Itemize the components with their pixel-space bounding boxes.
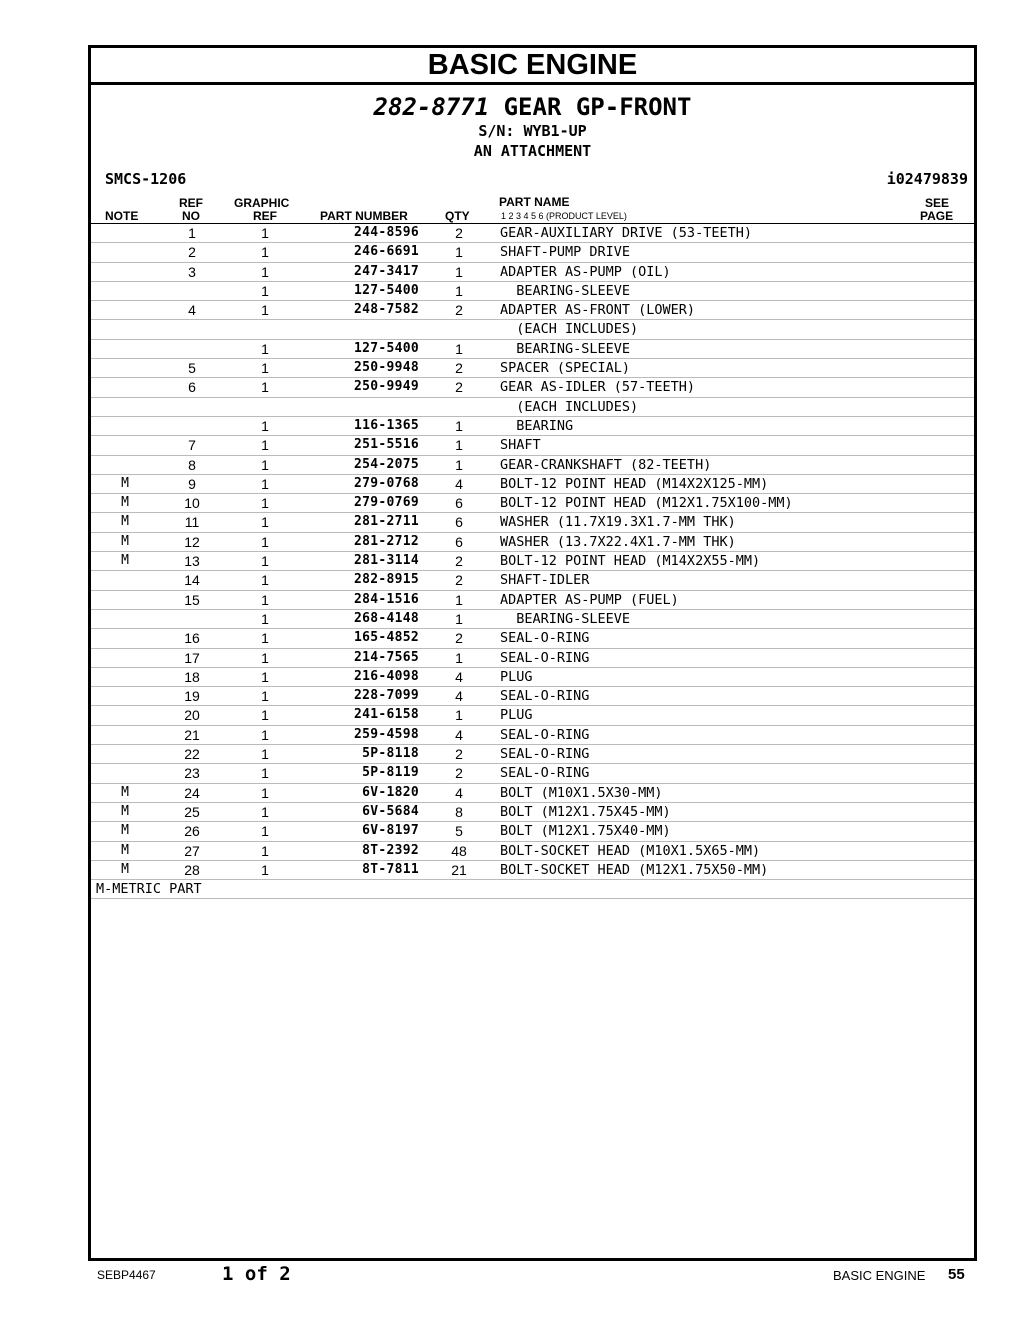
footer-section: BASIC ENGINE	[833, 1268, 926, 1283]
ref-no-cell: 2	[188, 244, 196, 261]
graphic-ref-cell: 1	[261, 572, 269, 589]
part-name-cell: ADAPTER AS-PUMP (FUEL)	[500, 591, 679, 608]
qty-cell: 1	[455, 263, 463, 280]
qty-cell: 4	[455, 668, 463, 685]
parts-page-frame	[88, 45, 977, 1261]
part-name-cell: PLUG	[500, 707, 533, 724]
part-number-cell: 6V-8197	[362, 823, 419, 839]
graphic-ref-cell: 1	[261, 360, 269, 377]
table-row	[91, 475, 974, 494]
note-cell: M	[121, 475, 129, 491]
part-name-cell: BOLT (M12X1.75X40-MM)	[500, 823, 671, 840]
note-cell: M	[121, 842, 129, 858]
qty-cell: 4	[455, 688, 463, 705]
col-part-number: PART NUMBER	[320, 209, 408, 223]
graphic-ref-cell: 1	[261, 379, 269, 396]
qty-cell: 2	[455, 746, 463, 763]
qty-cell: 4	[455, 726, 463, 743]
graphic-ref-cell: 1	[261, 803, 269, 820]
graphic-ref-cell: 1	[261, 591, 269, 608]
part-number-cell: 281-2712	[353, 533, 419, 549]
table-row	[91, 629, 974, 648]
column-headers	[91, 195, 974, 224]
graphic-ref-cell: 1	[261, 649, 269, 666]
part-number-cell: 248-7582	[353, 302, 419, 318]
part-name-cell: BOLT (M12X1.75X45-MM)	[500, 803, 671, 820]
part-name-cell: SEAL-O-RING	[500, 765, 590, 782]
part-number-cell: 165-4852	[353, 630, 419, 646]
graphic-ref-cell: 1	[261, 842, 269, 859]
table-row	[91, 359, 974, 378]
part-name-cell: BEARING-SLEEVE	[500, 340, 631, 357]
part-number-cell: 6V-5684	[362, 803, 419, 819]
part-name-cell: WASHER (11.7X19.3X1.7-MM THK)	[500, 514, 736, 531]
table-row	[91, 591, 974, 610]
ref-no-cell: 17	[184, 649, 200, 666]
graphic-ref-cell: 1	[261, 263, 269, 280]
col-ref-top: REF	[179, 196, 203, 210]
table-row	[91, 398, 974, 417]
part-name-cell: GEAR-CRANKSHAFT (82-TEETH)	[500, 456, 712, 473]
part-number-cell: 281-3114	[353, 553, 419, 569]
table-row	[91, 513, 974, 532]
ref-no-cell: 26	[184, 823, 200, 840]
table-row	[91, 533, 974, 552]
qty-cell: 1	[455, 437, 463, 454]
note-cell: M	[121, 533, 129, 549]
qty-cell: 8	[455, 803, 463, 820]
ref-no-cell: 13	[184, 553, 200, 570]
table-row	[91, 726, 974, 745]
ref-no-cell: 19	[184, 688, 200, 705]
col-part-name: PART NAME	[499, 195, 570, 209]
ref-no-cell: 4	[188, 302, 196, 319]
qty-cell: 1	[455, 417, 463, 434]
note-cell: M	[121, 553, 129, 569]
part-number-cell: 247-3417	[353, 263, 419, 279]
page-number: 55	[948, 1266, 965, 1283]
part-number-cell: 250-9948	[353, 360, 419, 376]
note-cell: M	[121, 495, 129, 511]
table-row	[91, 456, 974, 475]
part-name-cell: SPACER (SPECIAL)	[500, 360, 631, 377]
part-name-cell: SEAL-O-RING	[500, 649, 590, 666]
table-row	[91, 668, 974, 687]
part-number-cell: 6V-1820	[362, 784, 419, 800]
part-number-cell: 279-0769	[353, 495, 419, 511]
col-graphic-bottom: REF	[253, 209, 277, 223]
note-cell: M	[121, 823, 129, 839]
part-name-cell: BOLT (M10X1.5X30-MM)	[500, 784, 663, 801]
table-row	[91, 436, 974, 455]
part-name-cell: ADAPTER AS-FRONT (LOWER)	[500, 302, 696, 319]
qty-cell: 48	[451, 842, 467, 859]
ref-no-cell: 20	[184, 707, 200, 724]
ref-no-cell: 15	[184, 591, 200, 608]
qty-cell: 4	[455, 784, 463, 801]
table-row	[91, 687, 974, 706]
table-row	[91, 552, 974, 571]
serial-number: S/N: WYB1-UP	[478, 122, 587, 140]
qty-cell: 2	[455, 302, 463, 319]
qty-cell: 2	[455, 360, 463, 377]
part-name-cell: SEAL-O-RING	[500, 746, 590, 763]
qty-cell: 1	[455, 649, 463, 666]
col-product-level: 1 2 3 4 5 6 (PRODUCT LEVEL)	[501, 211, 627, 221]
part-name-cell: BEARING	[500, 417, 574, 434]
ref-no-cell: 14	[184, 572, 200, 589]
graphic-ref-cell: 1	[261, 225, 269, 241]
table-row	[91, 340, 974, 359]
qty-cell: 6	[455, 533, 463, 550]
part-name-cell: BOLT-12 POINT HEAD (M12X1.75X100-MM)	[500, 495, 793, 512]
note-cell: M	[121, 803, 129, 819]
part-name-cell: SHAFT	[500, 437, 541, 454]
graphic-ref-cell: 1	[261, 630, 269, 647]
ref-no-cell: 8	[188, 456, 196, 473]
part-name-cell: (EACH INCLUDES)	[500, 321, 639, 338]
ref-no-cell: 1	[188, 225, 196, 241]
part-name-cell: ADAPTER AS-PUMP (OIL)	[500, 263, 671, 280]
graphic-ref-cell: 1	[261, 765, 269, 782]
graphic-ref-cell: 1	[261, 688, 269, 705]
col-see-top: SEE	[925, 196, 950, 210]
qty-cell: 2	[455, 765, 463, 782]
qty-cell: 1	[455, 707, 463, 724]
part-name-cell: GEAR-AUXILIARY DRIVE (53-TEETH)	[500, 225, 752, 241]
part-number-cell: 116-1365	[353, 417, 419, 433]
graphic-ref-cell: 1	[261, 553, 269, 570]
table-row	[91, 378, 974, 397]
graphic-ref-cell: 1	[261, 495, 269, 512]
graphic-ref-cell: 1	[261, 302, 269, 319]
part-number-cell: 8T-7811	[362, 861, 419, 877]
graphic-ref-cell: 1	[261, 610, 269, 627]
qty-cell: 2	[455, 630, 463, 647]
graphic-ref-cell: 1	[261, 784, 269, 801]
ref-no-cell: 11	[184, 514, 200, 531]
table-row	[91, 842, 974, 861]
part-number-cell: 127-5400	[353, 282, 419, 298]
part-name-cell: BOLT-SOCKET HEAD (M12X1.75X50-MM)	[500, 861, 769, 878]
col-graphic-top: GRAPHIC	[234, 196, 290, 210]
graphic-ref-cell: 1	[261, 417, 269, 434]
graphic-ref-cell: 1	[261, 456, 269, 473]
part-name-cell: SEAL-O-RING	[500, 688, 590, 705]
table-row	[91, 243, 974, 262]
qty-cell: 2	[455, 379, 463, 396]
part-number-cell: 241-6158	[353, 707, 419, 723]
ref-no-cell: 7	[188, 437, 196, 454]
qty-cell: 1	[455, 340, 463, 357]
qty-cell: 1	[455, 456, 463, 473]
qty-cell: 1	[455, 591, 463, 608]
qty-cell: 5	[455, 823, 463, 840]
part-number-cell: 228-7099	[353, 688, 419, 704]
part-number-cell: 284-1516	[353, 591, 419, 607]
part-number-cell: 5P-8119	[362, 765, 419, 781]
part-name-cell: BEARING-SLEEVE	[500, 282, 631, 299]
qty-cell: 21	[451, 861, 467, 878]
table-row	[91, 301, 974, 320]
table-row	[91, 861, 974, 880]
qty-cell: 6	[455, 495, 463, 512]
table-row	[91, 224, 974, 243]
part-name-cell: SEAL-O-RING	[500, 630, 590, 647]
table-row	[91, 282, 974, 301]
col-qty: QTY	[445, 209, 470, 223]
part-number-cell: 244-8596	[353, 225, 419, 240]
table-row	[91, 610, 974, 629]
graphic-ref-cell: 1	[261, 746, 269, 763]
part-number-cell: 216-4098	[353, 668, 419, 684]
graphic-ref-cell: 1	[261, 861, 269, 878]
attachment-label: AN ATTACHMENT	[473, 142, 592, 160]
graphic-ref-cell: 1	[261, 668, 269, 685]
ref-no-cell: 9	[188, 475, 196, 492]
part-name-cell: PLUG	[500, 668, 533, 685]
part-number-cell: 5P-8118	[362, 746, 419, 762]
table-row	[91, 649, 974, 668]
group-heading	[91, 93, 974, 121]
graphic-ref-cell: 1	[261, 437, 269, 454]
ref-no-cell: 12	[184, 533, 200, 550]
ref-no-cell: 28	[184, 861, 200, 878]
part-number-cell: 279-0768	[353, 475, 419, 491]
table-row	[91, 822, 974, 841]
ref-no-cell: 25	[184, 803, 200, 820]
note-cell: M	[121, 514, 129, 530]
doc-number: SEBP4467	[97, 1268, 156, 1282]
ref-no-cell: 5	[188, 360, 196, 377]
qty-cell: 2	[455, 225, 463, 241]
qty-cell: 2	[455, 553, 463, 570]
part-name-cell: GEAR AS-IDLER (57-TEETH)	[500, 379, 696, 396]
part-number-cell: 214-7565	[353, 649, 419, 665]
part-number-cell: 259-4598	[353, 726, 419, 742]
part-number-cell: 250-9949	[353, 379, 419, 395]
ref-no-cell: 10	[184, 495, 200, 512]
qty-cell: 2	[455, 572, 463, 589]
ref-no-cell: 27	[184, 842, 200, 859]
part-name-cell: WASHER (13.7X22.4X1.7-MM THK)	[500, 533, 736, 550]
group-header	[91, 85, 974, 195]
qty-cell: 4	[455, 475, 463, 492]
group-name: GEAR GP-FRONT	[503, 93, 692, 121]
part-name-cell: BEARING-SLEEVE	[500, 610, 631, 627]
table-row	[91, 706, 974, 725]
part-number-cell: 268-4148	[353, 610, 419, 626]
graphic-ref-cell: 1	[261, 244, 269, 261]
part-number-cell: 127-5400	[353, 340, 419, 356]
graphic-ref-cell: 1	[261, 340, 269, 357]
table-row	[91, 745, 974, 764]
table-row	[91, 494, 974, 513]
group-number: 282-8771	[373, 93, 490, 121]
graphic-ref-cell: 1	[261, 282, 269, 299]
graphic-ref-cell: 1	[261, 726, 269, 743]
note-cell: M	[121, 861, 129, 877]
ref-no-cell: 6	[188, 379, 196, 396]
part-number-cell: 246-6691	[353, 244, 419, 260]
smcs-code: SMCS-1206	[105, 170, 187, 188]
table-row	[91, 784, 974, 803]
parts-list	[91, 224, 974, 880]
col-ref-bottom: NO	[182, 209, 200, 223]
table-row	[91, 803, 974, 822]
ref-no-cell: 3	[188, 263, 196, 280]
qty-cell: 1	[455, 282, 463, 299]
part-number-cell: 251-5516	[353, 437, 419, 453]
ref-no-cell: 23	[184, 765, 200, 782]
part-name-cell: BOLT-12 POINT HEAD (M14X2X55-MM)	[500, 553, 761, 570]
ref-no-cell: 21	[184, 726, 200, 743]
part-name-cell: SHAFT-IDLER	[500, 572, 590, 589]
graphic-ref-cell: 1	[261, 823, 269, 840]
table-row	[91, 320, 974, 339]
document-ident: i02479839	[886, 170, 968, 188]
part-name-cell: SHAFT-PUMP DRIVE	[500, 244, 631, 261]
ref-no-cell: 16	[184, 630, 200, 647]
graphic-ref-cell: 1	[261, 533, 269, 550]
page-of: 1 of 2	[222, 1263, 291, 1285]
ref-no-cell: 18	[184, 668, 200, 685]
qty-cell: 6	[455, 514, 463, 531]
part-name-cell: BOLT-12 POINT HEAD (M14X2X125-MM)	[500, 475, 769, 492]
graphic-ref-cell: 1	[261, 514, 269, 531]
col-see-bottom: PAGE	[920, 209, 954, 223]
part-name-cell: BOLT-SOCKET HEAD (M10X1.5X65-MM)	[500, 842, 761, 859]
ref-no-cell: 22	[184, 746, 200, 763]
part-name-cell: SEAL-O-RING	[500, 726, 590, 743]
note-cell: M	[121, 784, 129, 800]
graphic-ref-cell: 1	[261, 707, 269, 724]
col-note: NOTE	[105, 209, 139, 223]
page-title: BASIC ENGINE	[91, 48, 974, 85]
part-name-cell: (EACH INCLUDES)	[500, 398, 639, 415]
part-number-cell: 8T-2392	[362, 842, 419, 858]
ref-no-cell: 24	[184, 784, 200, 801]
table-row	[91, 417, 974, 436]
table-row	[91, 571, 974, 590]
qty-cell: 1	[455, 244, 463, 261]
part-number-cell: 282-8915	[353, 572, 419, 588]
qty-cell: 1	[455, 610, 463, 627]
part-number-cell: 254-2075	[353, 456, 419, 472]
part-number-cell: 281-2711	[353, 514, 419, 530]
table-row	[91, 764, 974, 783]
graphic-ref-cell: 1	[261, 475, 269, 492]
footnote-metric: M-METRIC PART	[91, 880, 974, 899]
table-row	[91, 263, 974, 282]
